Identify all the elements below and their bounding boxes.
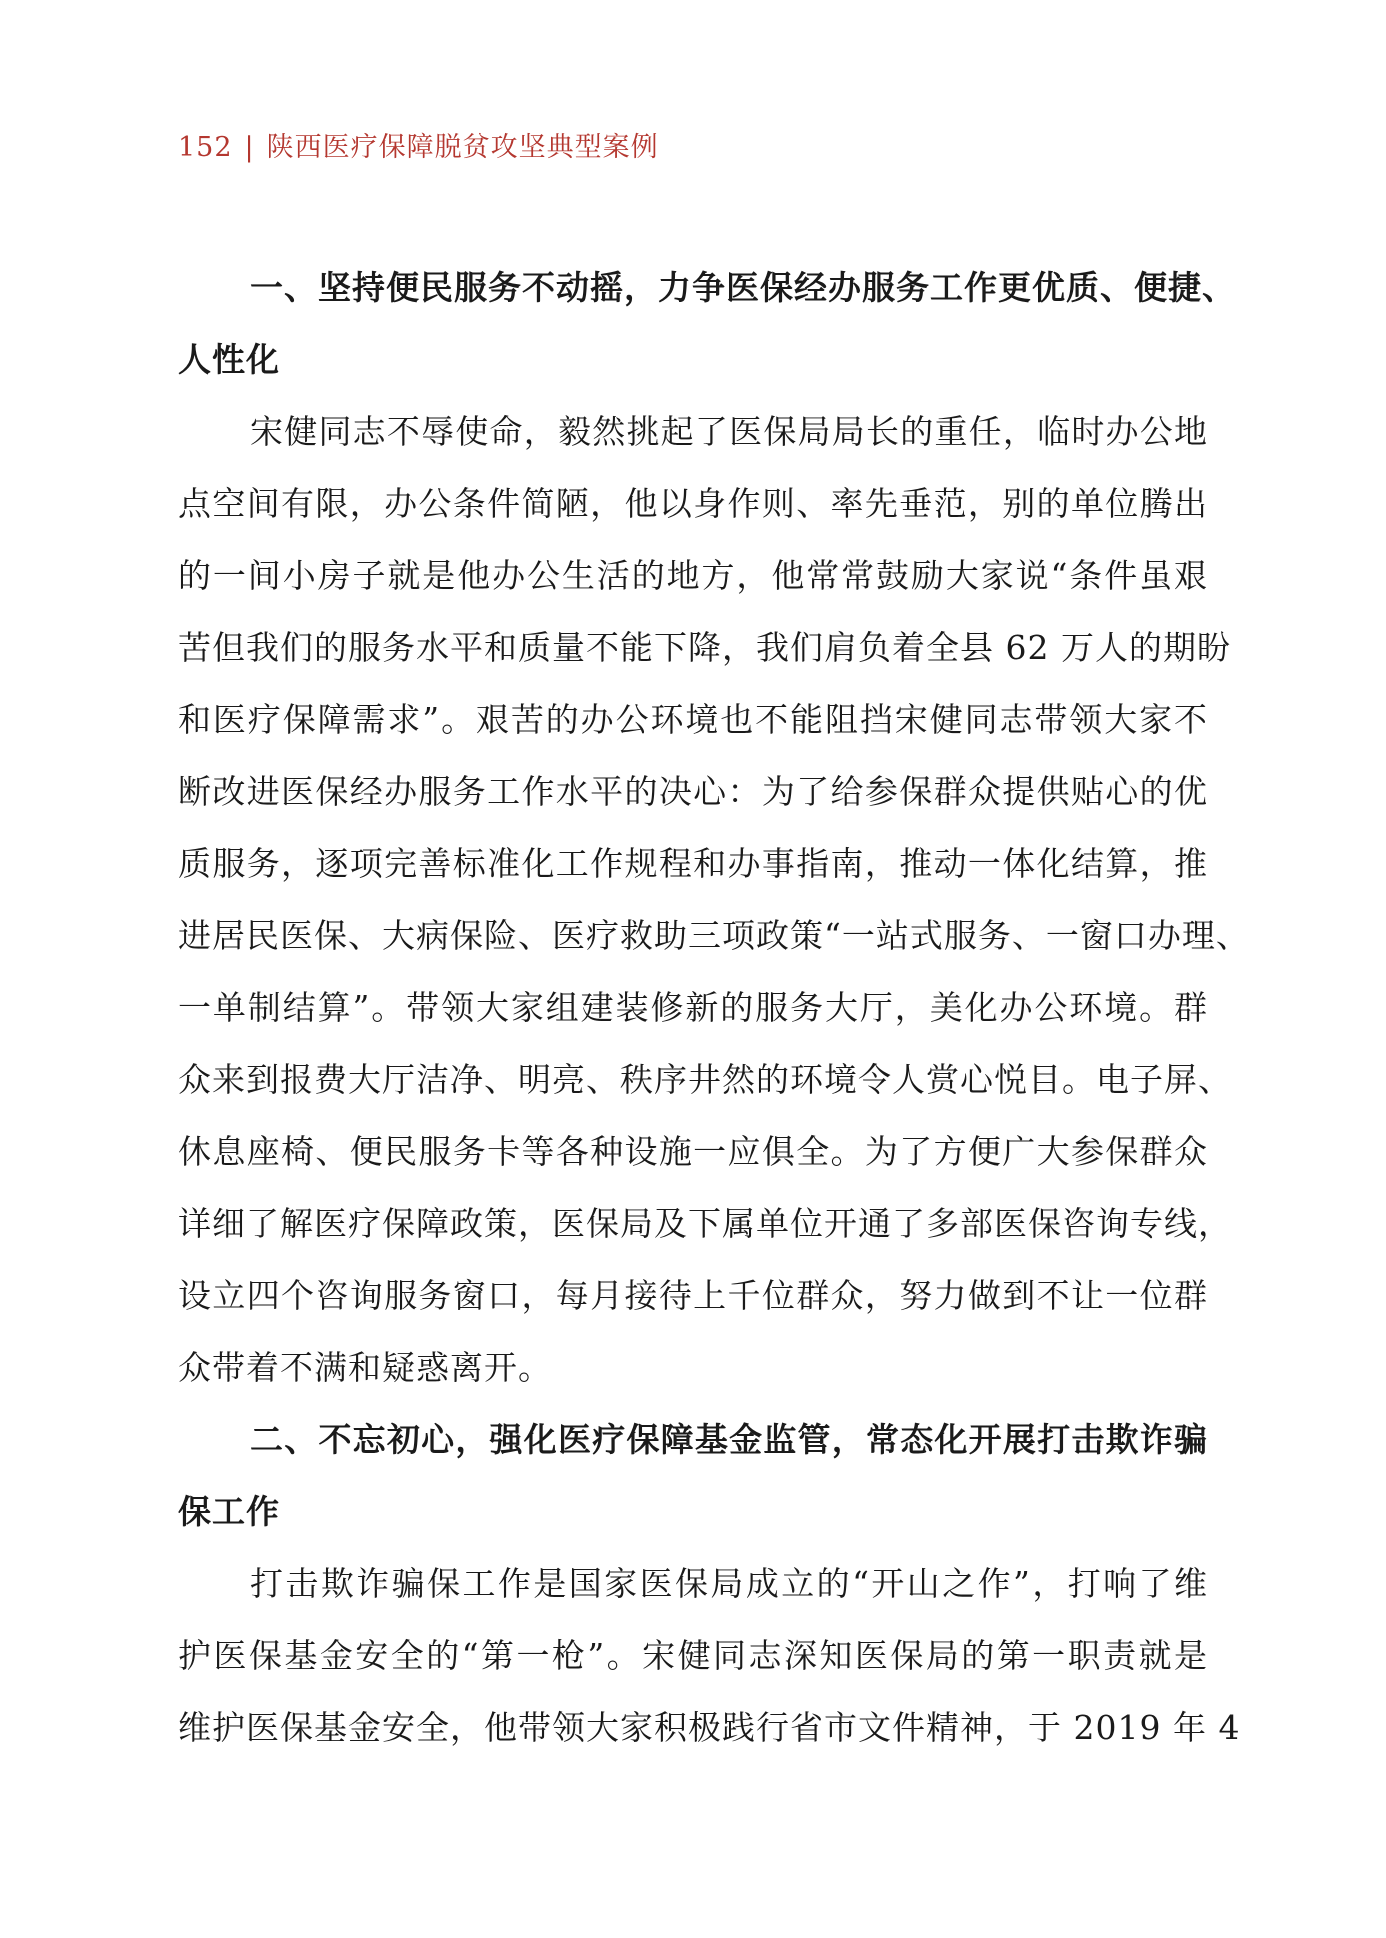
paragraph-1-line: 的一间小房子就是他办公生活的地方，他常常鼓励大家说“条件虽艰 — [178, 556, 1208, 595]
paragraph-1-line: 点空间有限，办公条件简陋，他以身作则、率先垂范，别的单位腾出 — [178, 484, 1208, 523]
section-2-heading-line-1: 二、不忘初心，强化医疗保障基金监管，常态化开展打击欺诈骗 — [250, 1420, 1208, 1459]
paragraph-1-line: 和医疗保障需求”。艰苦的办公环境也不能阻挡宋健同志带领大家不 — [178, 700, 1208, 739]
body-text — [178, 252, 1250, 1764]
paragraph-1-line: 宋健同志不辱使命，毅然挑起了医保局局长的重任，临时办公地 — [250, 412, 1208, 451]
paragraph-1-line: 进居民医保、大病保险、医疗救助三项政策“一站式服务、一窗口办理、 — [178, 916, 1250, 955]
paragraph-1-line: 设立四个咨询服务窗口，每月接待上千位群众，努力做到不让一位群 — [178, 1276, 1208, 1315]
header-separator: | — [244, 132, 255, 163]
section-2-heading-line-2: 保工作 — [178, 1492, 280, 1531]
paragraph-1-line: 断改进医保经办服务工作水平的决心：为了给参保群众提供贴心的优 — [178, 772, 1208, 811]
paragraph-1-line: 众带着不满和疑惑离开。 — [178, 1348, 552, 1387]
paragraph-1-line: 众来到报费大厅洁净、明亮、秩序井然的环境令人赏心悦目。电子屏、 — [178, 1060, 1232, 1099]
page-number: 152 — [178, 132, 233, 163]
paragraph-1-line: 质服务，逐项完善标准化工作规程和办事指南，推动一体化结算，推 — [178, 844, 1208, 883]
paragraph-2-line: 护医保基金安全的“第一枪”。宋健同志深知医保局的第一职责就是 — [178, 1636, 1208, 1675]
paragraph-2-line: 维护医保基金安全，他带领大家积极践行省市文件精神，于 2019 年 4 — [178, 1708, 1241, 1747]
paragraph-1-line: 一单制结算”。带领大家组建装修新的服务大厅，美化办公环境。群 — [178, 988, 1208, 1027]
paragraph-1-line: 休息座椅、便民服务卡等各种设施一应俱全。为了方便广大参保群众 — [178, 1132, 1208, 1171]
book-title: 陕西医疗保障脱贫攻坚典型案例 — [266, 132, 659, 163]
running-header — [178, 128, 659, 168]
paragraph-1-line: 苦但我们的服务水平和质量不能下降，我们肩负着全县 62 万人的期盼 — [178, 628, 1231, 667]
paragraph-1-line: 详细了解医疗保障政策，医保局及下属单位开通了多部医保咨询专线， — [178, 1204, 1232, 1243]
section-1-heading-line-1: 一、坚持便民服务不动摇，力争医保经办服务工作更优质、便捷、 — [250, 268, 1236, 307]
section-1-heading-line-2: 人性化 — [178, 340, 280, 379]
paragraph-2-line: 打击欺诈骗保工作是国家医保局成立的“开山之作”，打响了维 — [250, 1564, 1208, 1603]
